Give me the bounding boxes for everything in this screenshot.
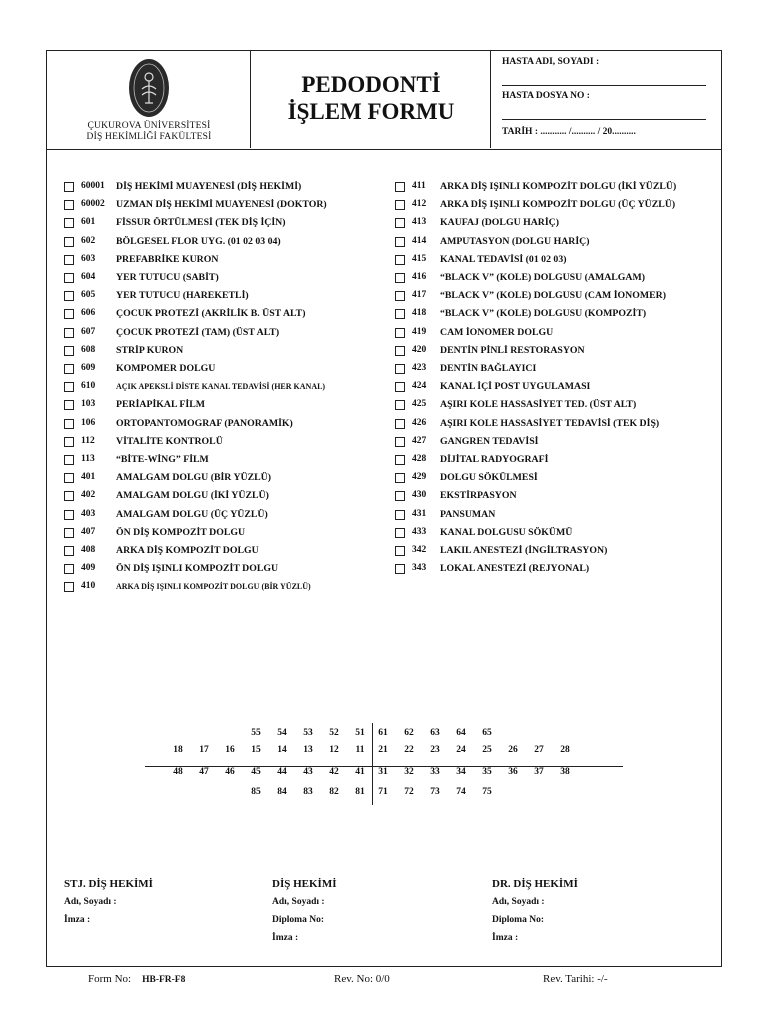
procedure-code: 412 — [412, 199, 427, 210]
procedure-code: 407 — [81, 526, 96, 537]
procedure-code: 418 — [412, 308, 427, 319]
tooth-number[interactable]: 37 — [534, 767, 544, 777]
intern-signature-block — [64, 875, 153, 929]
tooth-number[interactable]: 82 — [329, 787, 339, 797]
procedure-code: 60002 — [81, 199, 105, 210]
procedure-code: 609 — [81, 363, 96, 373]
procedure-checkbox[interactable] — [395, 364, 405, 374]
procedure-label: AŞIRI KOLE HASSASİYET TEDAVİSİ (TEK DİŞ) — [440, 417, 660, 429]
procedure-checkbox[interactable] — [64, 309, 74, 319]
procedure-code: 410 — [81, 581, 96, 592]
procedure-checkbox[interactable] — [64, 255, 74, 265]
teeth-chart-horizontal-divider — [145, 766, 623, 767]
procedure-code: 602 — [81, 235, 96, 246]
procedure-checkbox[interactable] — [395, 273, 405, 283]
tooth-number[interactable]: 22 — [404, 745, 414, 755]
procedure-checkbox[interactable] — [395, 400, 405, 410]
procedure-label: ARKA DİŞ IŞINLI KOMPOZİT DOLGU (ÜÇ YÜZLÜ) — [440, 199, 676, 211]
university-seal-icon — [127, 57, 171, 119]
procedure-code: 343 — [412, 563, 427, 574]
university-name: ÇUKUROVA ÜNİVERSİTESİ — [87, 121, 211, 131]
procedure-code: 420 — [412, 344, 427, 355]
date-label: TARİH : — [502, 127, 538, 137]
procedure-code: 408 — [81, 545, 96, 555]
dentist-name-field[interactable]: Adı, Soyadı : — [272, 897, 325, 907]
procedure-checkbox[interactable] — [395, 309, 405, 319]
procedure-label: LOKAL ANESTEZİ (REJYONAL) — [440, 563, 590, 575]
tooth-number[interactable]: 81 — [355, 787, 365, 797]
procedure-label: UZMAN DİŞ HEKİMİ MUAYENESİ (DOKTOR) — [116, 199, 327, 211]
procedure-checkbox[interactable] — [395, 218, 405, 228]
procedure-label: DENTİN PİNLİ RESTORASYON — [440, 344, 585, 356]
title-cell — [251, 51, 491, 148]
procedure-checkbox[interactable] — [395, 491, 405, 501]
procedure-code: 430 — [412, 490, 427, 501]
revision-date: Rev. Tarihi: -/- — [543, 973, 608, 985]
procedure-checkbox[interactable] — [64, 182, 74, 192]
procedure-label: YER TUTUCU (HAREKETLİ) — [116, 290, 249, 302]
procedure-label: PANSUMAN — [440, 508, 496, 520]
procedure-code: 415 — [412, 253, 427, 264]
tooth-number[interactable]: 25 — [482, 745, 492, 755]
tooth-number[interactable]: 64 — [456, 728, 466, 738]
procedure-label: FİSSUR ÖRTÜLMESİ (TEK DİŞ İÇİN) — [116, 217, 286, 229]
procedure-code: 428 — [412, 454, 427, 464]
procedure-checkbox[interactable] — [64, 328, 74, 338]
tooth-number[interactable]: 16 — [225, 745, 235, 755]
tooth-number[interactable]: 74 — [456, 787, 466, 797]
tooth-number[interactable]: 54 — [277, 728, 287, 738]
procedure-code: 425 — [412, 399, 427, 410]
procedure-checkbox[interactable] — [64, 291, 74, 301]
procedure-checkbox[interactable] — [395, 455, 405, 465]
intern-name-field[interactable]: Adı, Soyadı : — [64, 897, 117, 907]
procedure-code: 403 — [81, 508, 96, 519]
form-header — [47, 51, 721, 150]
procedure-code: 419 — [412, 326, 427, 337]
doctor-title: DR. DİŞ HEKİMİ — [492, 878, 578, 890]
procedure-label: KANAL İÇİ POST UYGULAMASI — [440, 381, 591, 393]
procedure-checkbox[interactable] — [395, 546, 405, 556]
tooth-number[interactable]: 73 — [430, 787, 440, 797]
tooth-number[interactable]: 53 — [303, 728, 313, 738]
procedure-label: DİŞ HEKİMİ MUAYENESİ (DİŞ HEKİMİ) — [116, 181, 302, 192]
date-placeholder: ........... /.......... / 20.......... — [540, 127, 636, 137]
tooth-number[interactable]: 15 — [251, 745, 261, 755]
tooth-number[interactable]: 23 — [430, 745, 440, 755]
intern-sign-field[interactable]: İmza : — [64, 915, 91, 925]
procedure-label: “BLACK V” (KOLE) DOLGUSU (AMALGAM) — [440, 272, 646, 283]
procedure-checkbox[interactable] — [64, 400, 74, 410]
procedure-checkbox[interactable] — [64, 455, 74, 465]
procedure-code: 409 — [81, 563, 96, 574]
dentist-diploma-field[interactable]: Diploma No: — [272, 915, 324, 925]
procedure-code: 60001 — [81, 181, 105, 191]
tooth-number[interactable]: 71 — [378, 787, 388, 797]
doctor-name-field[interactable]: Adı, Soyadı : — [492, 897, 545, 907]
procedure-label: AŞIRI KOLE HASSASİYET TED. (ÜST ALT) — [440, 399, 637, 411]
procedure-label: “BİTE-WİNG” FİLM — [116, 454, 209, 465]
procedure-label: DİJİTAL RADYOGRAFİ — [440, 454, 549, 465]
procedure-code: 601 — [81, 217, 96, 228]
procedure-label: KOMPOMER DOLGU — [116, 363, 216, 374]
procedure-label: STRİP KURON — [116, 344, 184, 356]
procedure-code: 411 — [412, 181, 426, 191]
tooth-number[interactable]: 83 — [303, 787, 313, 797]
tooth-number[interactable]: 34 — [456, 767, 466, 777]
procedure-code: 433 — [412, 526, 427, 537]
doctor-sign-field[interactable]: İmza : — [492, 933, 519, 943]
tooth-number[interactable]: 12 — [329, 745, 339, 755]
date-field[interactable] — [502, 127, 636, 137]
procedure-label: AMALGAM DOLGU (BİR YÜZLÜ) — [116, 472, 272, 484]
form-title-line1: PEDODONTİ — [301, 72, 441, 97]
form-number — [88, 973, 185, 985]
faculty-name: DİŞ HEKİMLİĞİ FAKÜLTESİ — [86, 132, 212, 142]
patient-name-label: HASTA ADI, SOYADI : — [502, 57, 600, 67]
procedure-code: 429 — [412, 472, 427, 483]
procedure-checkbox[interactable] — [64, 473, 74, 483]
procedure-label: ORTOPANTOMOGRAF (PANORAMİK) — [116, 417, 293, 429]
procedure-code: 113 — [81, 454, 95, 464]
procedure-label: BÖLGESEL FLOR UYG. (01 02 03 04) — [116, 235, 281, 247]
procedure-label: KANAL TEDAVİSİ (01 02 03) — [440, 253, 567, 265]
procedure-checkbox[interactable] — [64, 200, 74, 210]
doctor-diploma-field[interactable]: Diploma No: — [492, 915, 544, 925]
tooth-number[interactable]: 75 — [482, 787, 492, 797]
procedure-checkbox[interactable] — [395, 382, 405, 392]
tooth-number[interactable]: 18 — [173, 745, 183, 755]
tooth-number[interactable]: 72 — [404, 787, 414, 797]
doctor-signature-block — [492, 875, 578, 947]
procedure-code: 414 — [412, 235, 427, 246]
procedure-label: VİTALİTE KONTROLÜ — [116, 435, 223, 447]
procedure-checkbox[interactable] — [395, 237, 405, 247]
tooth-number[interactable]: 47 — [199, 767, 209, 777]
procedure-checkbox[interactable] — [64, 437, 74, 447]
tooth-number[interactable]: 65 — [482, 728, 492, 738]
procedure-label: AMALGAM DOLGU (ÜÇ YÜZLÜ) — [116, 508, 268, 520]
procedure-code: 401 — [81, 472, 96, 483]
tooth-number[interactable]: 33 — [430, 767, 440, 777]
procedure-label: LAKIL ANESTEZİ (İNGİLTRASYON) — [440, 545, 608, 556]
procedure-label: KAUFAJ (DOLGU HARİÇ) — [440, 217, 560, 229]
procedure-checkbox[interactable] — [64, 218, 74, 228]
procedure-checkbox[interactable] — [64, 510, 74, 520]
procedure-label: DOLGU SÖKÜLMESİ — [440, 472, 538, 484]
procedure-checkbox[interactable] — [395, 473, 405, 483]
tooth-number[interactable]: 48 — [173, 767, 183, 777]
procedure-label: GANGREN TEDAVİSİ — [440, 435, 539, 447]
procedure-checkbox[interactable] — [64, 491, 74, 501]
procedure-code: 112 — [81, 435, 95, 446]
form-no-value: HB-FR-F8 — [142, 975, 186, 985]
tooth-number[interactable]: 63 — [430, 728, 440, 738]
procedure-checkbox[interactable] — [395, 346, 405, 356]
procedure-label: AÇIK APEKSLİ DİSTE KANAL TEDAVİSİ (HER KANAL) — [116, 382, 326, 392]
tooth-number[interactable]: 36 — [508, 767, 518, 777]
tooth-number[interactable]: 42 — [329, 767, 339, 777]
tooth-number[interactable]: 13 — [303, 745, 313, 755]
procedure-label: ARKA DİŞ IŞINLI KOMPOZİT DOLGU (İKİ YÜZLÜ) — [440, 181, 677, 192]
procedure-label: KANAL DOLGUSU SÖKÜMÜ — [440, 526, 573, 538]
procedure-code: 607 — [81, 326, 96, 337]
procedure-checkbox[interactable] — [64, 364, 74, 374]
procedure-checkbox[interactable] — [395, 200, 405, 210]
tooth-number[interactable]: 32 — [404, 767, 414, 777]
form-no-label: Form No: — [88, 973, 132, 985]
tooth-number[interactable]: 21 — [378, 745, 388, 755]
tooth-number[interactable]: 43 — [303, 767, 313, 777]
tooth-number[interactable]: 61 — [378, 728, 388, 738]
procedure-code: 106 — [81, 417, 96, 428]
procedure-code: 610 — [81, 381, 96, 392]
procedure-checkbox[interactable] — [64, 382, 74, 392]
procedure-label: PERİAPİKAL FİLM — [116, 399, 205, 411]
procedure-checkbox[interactable] — [395, 437, 405, 447]
procedure-label: ARKA DİŞ IŞINLI KOMPOZİT DOLGU (BİR YÜZLÜ) — [116, 582, 311, 592]
procedure-code: 604 — [81, 272, 96, 282]
procedure-checkbox[interactable] — [395, 419, 405, 429]
procedure-label: EKSTİRPASYON — [440, 490, 517, 502]
tooth-number[interactable]: 35 — [482, 767, 492, 777]
procedure-label: DENTİN BAĞLAYICI — [440, 363, 537, 374]
procedure-label: CAM İONOMER DOLGU — [440, 326, 554, 338]
procedure-label: PREFABRİKE KURON — [116, 253, 219, 265]
tooth-number[interactable]: 52 — [329, 728, 339, 738]
tooth-number[interactable]: 84 — [277, 787, 287, 797]
procedure-checkbox[interactable] — [64, 346, 74, 356]
revision-number: Rev. No: 0/0 — [334, 973, 390, 985]
procedure-code: 424 — [412, 381, 427, 392]
procedure-label: ÖN DİŞ KOMPOZİT DOLGU — [116, 526, 246, 538]
procedure-checkbox[interactable] — [64, 546, 74, 556]
dentist-signature-block — [272, 875, 337, 947]
procedure-checkbox[interactable] — [64, 582, 74, 592]
procedure-code: 413 — [412, 217, 427, 228]
dentist-title: DİŞ HEKİMİ — [272, 878, 337, 890]
procedure-code: 416 — [412, 272, 427, 282]
procedure-label: “BLACK V” (KOLE) DOLGUSU (CAM İONOMER) — [440, 290, 666, 302]
procedure-code: 431 — [412, 508, 427, 519]
procedure-label: ÇOCUK PROTEZİ (TAM) (ÜST ALT) — [116, 326, 280, 338]
procedure-code: 605 — [81, 290, 96, 301]
dentist-sign-field[interactable]: İmza : — [272, 933, 299, 943]
procedure-checkbox[interactable] — [395, 564, 405, 574]
intern-title: STJ. DİŞ HEKİMİ — [64, 878, 153, 890]
procedure-code: 427 — [412, 435, 427, 446]
procedure-label: AMPUTASYON (DOLGU HARİÇ) — [440, 235, 590, 247]
procedure-label: YER TUTUCU (SABİT) — [116, 272, 219, 283]
tooth-number[interactable]: 51 — [355, 728, 365, 738]
patient-file-label: HASTA DOSYA NO : — [502, 91, 590, 101]
procedure-code: 342 — [412, 545, 427, 555]
procedure-checkbox[interactable] — [64, 528, 74, 538]
procedure-code: 417 — [412, 290, 427, 301]
tooth-number[interactable]: 44 — [277, 767, 287, 777]
procedure-checkbox[interactable] — [395, 528, 405, 538]
tooth-number[interactable]: 55 — [251, 728, 261, 738]
tooth-number[interactable]: 38 — [560, 767, 570, 777]
tooth-number[interactable]: 28 — [560, 745, 570, 755]
procedure-checkbox[interactable] — [395, 328, 405, 338]
procedure-checkbox[interactable] — [395, 291, 405, 301]
tooth-number[interactable]: 41 — [355, 767, 365, 777]
patient-name-field[interactable] — [502, 85, 706, 86]
tooth-number[interactable]: 14 — [277, 745, 287, 755]
tooth-number[interactable]: 11 — [355, 745, 365, 755]
procedure-code: 608 — [81, 344, 96, 355]
procedure-label: ARKA DİŞ KOMPOZİT DOLGU — [116, 545, 259, 556]
patient-info-cell — [491, 51, 721, 148]
tooth-number[interactable]: 46 — [225, 767, 235, 777]
procedure-checkbox[interactable] — [395, 255, 405, 265]
procedure-checkbox[interactable] — [64, 273, 74, 283]
procedure-label: ÖN DİŞ IŞINLI KOMPOZİT DOLGU — [116, 563, 279, 575]
tooth-number[interactable]: 27 — [534, 745, 544, 755]
procedure-checkbox[interactable] — [64, 419, 74, 429]
procedure-checkbox[interactable] — [64, 237, 74, 247]
procedure-code: 402 — [81, 490, 96, 501]
procedure-checkbox[interactable] — [395, 510, 405, 520]
tooth-number[interactable]: 85 — [251, 787, 261, 797]
procedure-code: 426 — [412, 417, 427, 428]
procedure-checkbox[interactable] — [64, 564, 74, 574]
procedure-label: ÇOCUK PROTEZİ (AKRİLİK B. ÜST ALT) — [116, 308, 306, 320]
procedure-label: AMALGAM DOLGU (İKİ YÜZLÜ) — [116, 490, 269, 502]
procedure-checkbox[interactable] — [395, 182, 405, 192]
procedure-label: “BLACK V” (KOLE) DOLGUSU (KOMPOZİT) — [440, 308, 647, 320]
tooth-number[interactable]: 24 — [456, 745, 466, 755]
logo-cell — [47, 51, 251, 148]
form-title-line2: İŞLEM FORMU — [287, 99, 455, 124]
tooth-number[interactable]: 17 — [199, 745, 209, 755]
procedure-code: 603 — [81, 253, 96, 264]
tooth-number[interactable]: 31 — [378, 767, 388, 777]
patient-file-field[interactable] — [502, 119, 706, 120]
procedure-code: 103 — [81, 399, 96, 410]
tooth-number[interactable]: 62 — [404, 728, 414, 738]
procedure-code: 606 — [81, 308, 96, 319]
teeth-chart-vertical-divider — [372, 723, 373, 805]
tooth-number[interactable]: 45 — [251, 767, 261, 777]
tooth-number[interactable]: 26 — [508, 745, 518, 755]
procedure-code: 423 — [412, 363, 427, 373]
